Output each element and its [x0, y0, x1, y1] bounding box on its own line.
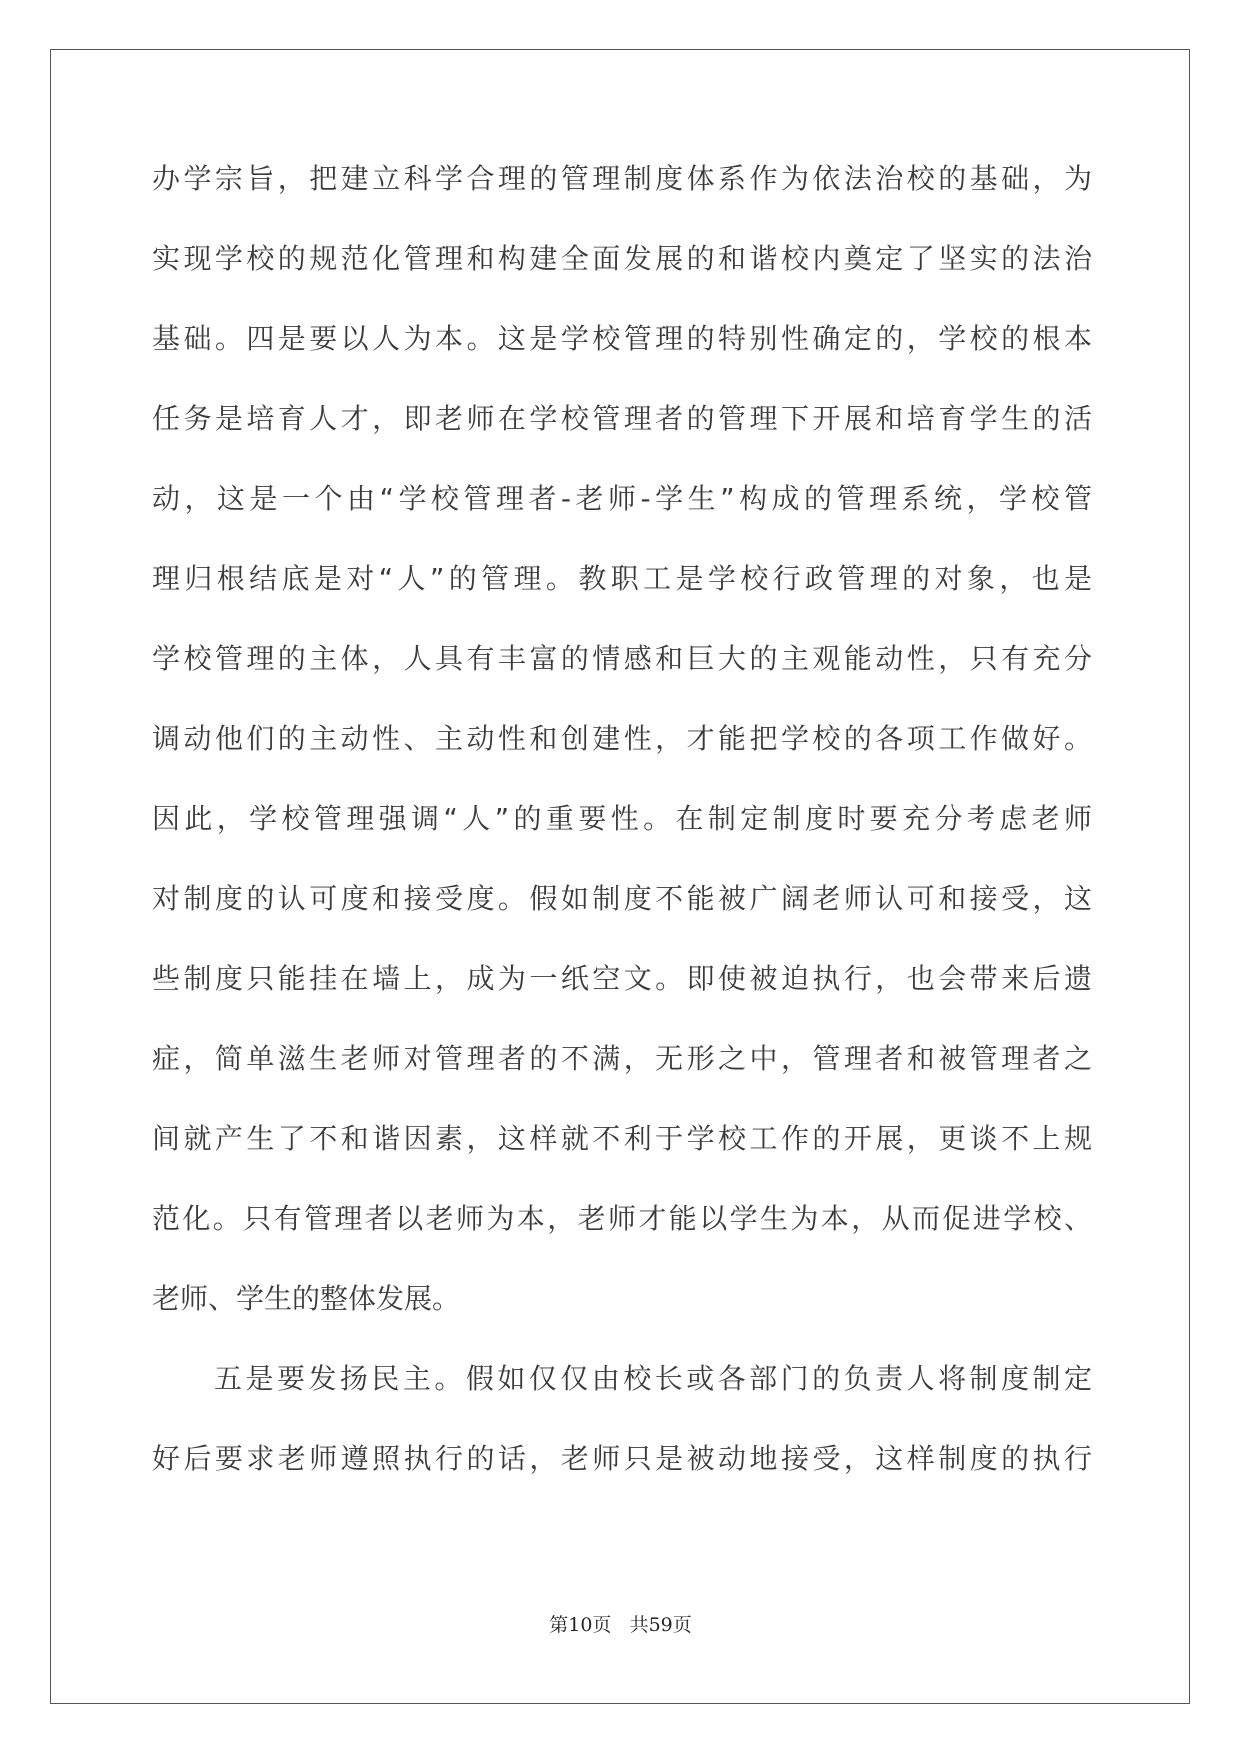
paragraph-end-line: 老师、学生的整体发展。: [152, 1282, 461, 1315]
total-unit: 页: [672, 1614, 692, 1636]
text-line: 动，这是一个由“学校管理者-老师-学生”构成的管理系统，学校管: [152, 482, 1092, 515]
document-body: [152, 159, 1092, 1519]
text-line: 基础。四是要以人为本。这是学校管理的特别性确定的，学校的根本: [152, 322, 1092, 355]
text-line: 好后要求老师遵照执行的话，老师只是被动地接受，这样制度的执行: [152, 1442, 1092, 1475]
text-line: 间就产生了不和谐因素，这样就不利于学校工作的开展，更谈不上规: [152, 1122, 1092, 1155]
paragraph-start-line: 五是要发扬民主。假如仅仅由校长或各部门的负责人将制度制定: [214, 1362, 1092, 1395]
text-line: 对制度的认可度和接受度。假如制度不能被广阔老师认可和接受，这: [152, 882, 1092, 915]
page-number: 10: [568, 1614, 593, 1636]
total-pages: 59: [648, 1614, 673, 1636]
text-line: 任务是培育人才，即老师在学校管理者的管理下开展和培育学生的活: [152, 402, 1092, 435]
text-line: 理归根结底是对“人”的管理。教职工是学校行政管理的对象，也是: [152, 562, 1092, 595]
text-line: 范化。只有管理者以老师为本，老师才能以学生为本，从而促进学校、: [152, 1202, 1092, 1235]
text-line: 实现学校的规范化管理和构建全面发展的和谐校内奠定了坚实的法治: [152, 242, 1092, 275]
text-line: 因此，学校管理强调“人”的重要性。在制定制度时要充分考虑老师: [152, 802, 1092, 835]
page-unit: 页: [592, 1614, 612, 1636]
total-prefix: 共: [629, 1614, 649, 1636]
page-prefix: 第: [549, 1614, 569, 1636]
text-line: 调动他们的主动性、主动性和创建性，才能把学校的各项工作做好。: [152, 722, 1092, 755]
text-line: 症，简单滋生老师对管理者的不满，无形之中，管理者和被管理者之: [152, 1042, 1092, 1075]
page-footer: [0, 1610, 1241, 1637]
text-line: 些制度只能挂在墙上，成为一纸空文。即使被迫执行，也会带来后遗: [152, 962, 1092, 995]
text-line: 学校管理的主体，人具有丰富的情感和巨大的主观能动性，只有充分: [152, 642, 1092, 675]
text-line: 办学宗旨，把建立科学合理的管理制度体系作为依法治校的基础，为: [152, 162, 1092, 195]
